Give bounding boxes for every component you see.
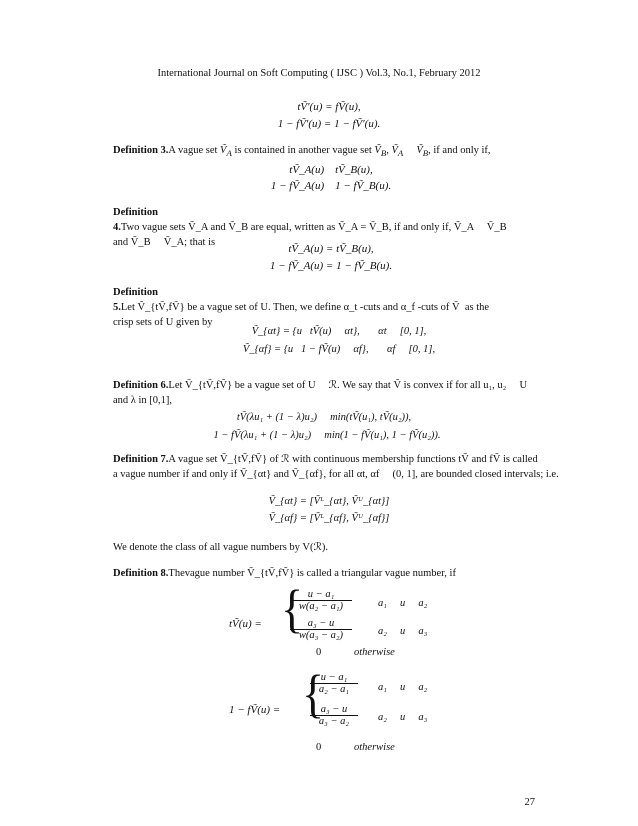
equation-line: 1 − fṼ_A(u) 1 − fṼ_B(u). xyxy=(270,180,392,192)
definition-label: Definition 7. xyxy=(113,454,169,465)
equation-line: tṼ(λu₁ + (1 − λ)u₂) min(tṼ(u₁), tṼ(u₂)), xyxy=(236,412,412,423)
text: Thevague number Ṽ_{tṼ,fṼ} is called a triangular vague number, if xyxy=(168,568,456,579)
numerator: a₃ − u xyxy=(310,704,358,716)
case-condition: otherwise xyxy=(354,647,395,658)
equation-line: tṼ_A(u) tṼ_B(u), xyxy=(289,164,373,176)
equation-line: 1 − fṼ_A(u) = 1 − fṼ_B(u). xyxy=(269,260,393,272)
text: A vague set Ṽ_{tṼ,fṼ} of ℛ with continuous membership functions tṼ and fṼ is called xyxy=(168,454,538,465)
page-number: 27 xyxy=(524,797,535,808)
piecewise-lhs: tṼ(u) = xyxy=(229,618,262,630)
text: Let Ṽ_{tṼ,fṼ} be a vague set of U ℛ. We say that Ṽ is convex if for all u₁, u₂ U xyxy=(168,380,528,391)
case-condition: a₁ u a₂ xyxy=(378,598,428,609)
equation-line: tṼ_A(u) = tṼ_B(u), xyxy=(288,243,374,255)
case-condition: a₂ u a₃ xyxy=(378,712,428,723)
numerator: u − a₁ xyxy=(310,672,358,684)
fraction xyxy=(310,672,358,695)
equation-line: Ṽ_{αt} = [Ṽᴸ_{αt}, Ṽᵁ_{αt}] xyxy=(268,496,390,507)
text: Two vague sets Ṽ_A and Ṽ_B are equal, written as Ṽ_A = Ṽ_B, if and only if, Ṽ_A Ṽ_B xyxy=(120,222,507,233)
denominator: w(a₃ − a₂) xyxy=(298,630,344,641)
text: and Ṽ_B Ṽ_A; that is xyxy=(113,237,216,248)
symbol-sub: B xyxy=(422,148,429,159)
symbol-sub: A xyxy=(226,148,232,159)
equation-line: tṼ′(u) = fṼ(u), xyxy=(297,101,361,113)
text: and λ in [0,1], xyxy=(113,395,173,406)
definition-6 xyxy=(113,378,533,408)
left-brace: { xyxy=(281,579,304,639)
definition-label: Definition 3. xyxy=(113,145,169,156)
text: , xyxy=(386,145,392,156)
left-brace: { xyxy=(302,664,325,724)
running-header: International Journal on Soft Computing ( IJSC ) Vol.3, No.1, February 2012 xyxy=(157,68,481,79)
definition-label: Definition 8. xyxy=(113,568,169,579)
text: a vague number if and only if Ṽ_{αt} and Ṽ_{αf}, for all αt, αf (0, 1], are bounded closed intervals; i.e. xyxy=(113,469,559,480)
symbol: Ṽ xyxy=(416,145,423,156)
symbol-sub: B xyxy=(380,148,387,159)
denominator: a₂ − a₁ xyxy=(318,684,350,695)
equation-line: Ṽ_{αf} = [Ṽᴸ_{αf}, Ṽᵁ_{αf}] xyxy=(268,513,390,524)
text: is contained in another vague set xyxy=(231,145,375,156)
fraction xyxy=(310,704,358,727)
case-condition: a₁ u a₂ xyxy=(378,682,428,693)
fraction xyxy=(290,589,352,612)
text: Let Ṽ_{tṼ,fṼ} be a vague set of U. Then, we define α_t -cuts and α_f -cuts of Ṽ as the xyxy=(120,302,490,313)
case-value: 0 xyxy=(316,742,322,753)
text: , if and only if, xyxy=(428,145,491,156)
definition-label: Definition 4. xyxy=(113,207,158,233)
fraction xyxy=(290,618,352,641)
denominator: a₃ − a₂ xyxy=(318,716,350,727)
definition-7 xyxy=(113,452,559,482)
definition-8 xyxy=(113,566,533,581)
definition-3 xyxy=(113,143,533,161)
equation-line: 1 − fṼ(λu₁ + (1 − λ)u₂) min(1 − fṼ(u₁), 1 − fṼ(u₂)). xyxy=(213,430,441,441)
text: A vague set xyxy=(168,145,221,156)
numerator: u − a₁ xyxy=(290,589,352,601)
numerator: a₃ − u xyxy=(290,618,352,630)
symbol: Ṽ xyxy=(220,145,227,156)
definition-label: Definition 5. xyxy=(113,287,158,313)
case-condition: otherwise xyxy=(354,742,395,753)
symbol-sub: A xyxy=(397,148,404,159)
case-value: 0 xyxy=(316,647,322,658)
symbol: Ṽ xyxy=(374,145,381,156)
equation-line: Ṽ_{αf} = {u 1 − fṼ(u) αf}, αf [0, 1], xyxy=(242,344,436,355)
case-condition: a₂ u a₃ xyxy=(378,626,428,637)
denominator: w(a₂ − a₁) xyxy=(298,601,344,612)
equation-line: 1 − fṼ′(u) = 1 − fṼ′(u). xyxy=(277,118,381,130)
definition-label: Definition 6. xyxy=(113,380,169,391)
piecewise-lhs: 1 − fṼ(u) = xyxy=(229,704,281,716)
text: crisp sets of U given by xyxy=(113,317,213,328)
symbol: Ṽ xyxy=(391,145,398,156)
denote-sentence: We denote the class of all vague numbers by V(ℛ). xyxy=(113,542,328,553)
equation-line: Ṽ_{αt} = {u tṼ(u) αt}, αt [0, 1], xyxy=(251,326,427,337)
text xyxy=(403,145,416,156)
